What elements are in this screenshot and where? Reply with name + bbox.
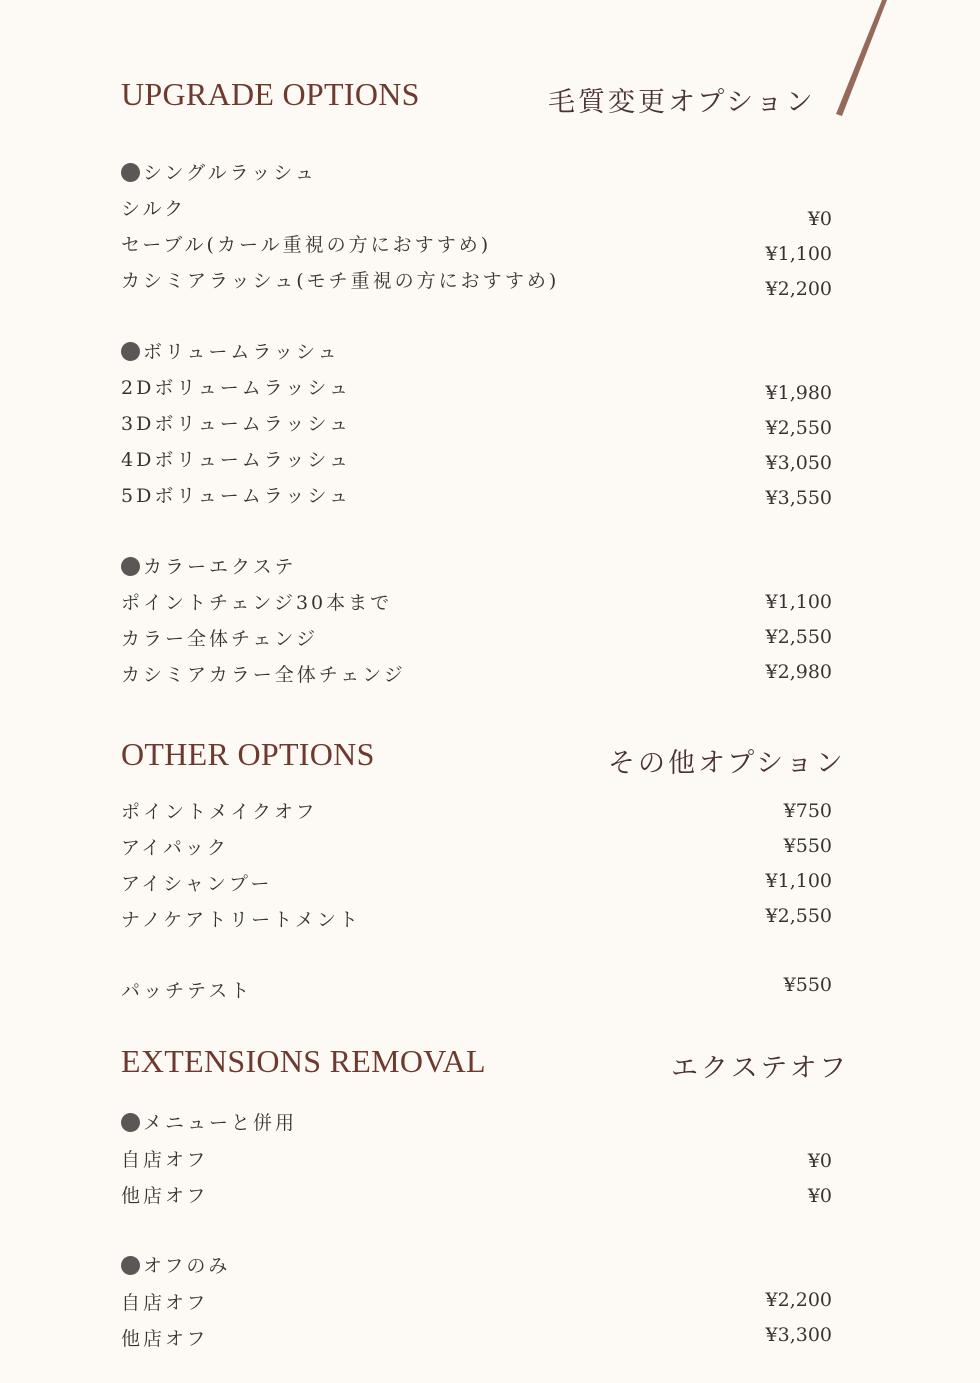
menu-item-price: ¥0 — [807, 208, 832, 230]
menu-item-name: 5Dボリュームラッシュ — [121, 485, 351, 507]
menu-item-name: 4Dボリュームラッシュ — [121, 449, 351, 471]
menu-item-name: セーブル(カール重視の方におすすめ) — [121, 234, 492, 256]
menu-item-price: ¥2,550 — [765, 417, 832, 439]
menu-item-price: ¥1,980 — [765, 382, 832, 404]
group-heading-off-only: オフのみ — [121, 1251, 230, 1278]
menu-item-price: ¥2,550 — [765, 905, 832, 927]
bullet-dot-icon — [121, 1256, 140, 1275]
menu-item-price: ¥3,050 — [765, 452, 832, 474]
upgrade-options-title-jp: 毛質変更オプション — [548, 87, 816, 118]
menu-item-name: 自店オフ — [121, 1149, 209, 1171]
menu-item-price: ¥2,200 — [765, 278, 832, 300]
menu-item-name: カシミアラッシュ(モチ重視の方におすすめ) — [121, 270, 560, 292]
menu-item-price: ¥2,550 — [765, 626, 832, 648]
group-heading-with-menu: メニューと併用 — [121, 1108, 297, 1135]
menu-item-name: アイシャンプー — [121, 873, 273, 895]
menu-item-name: シルク — [121, 198, 187, 220]
menu-item-price: ¥2,200 — [765, 1289, 832, 1311]
menu-item-price: ¥0 — [807, 1150, 832, 1172]
menu-item-name: 他店オフ — [121, 1185, 209, 1207]
group-heading-color-extension: カラーエクステ — [121, 552, 296, 579]
menu-item-price: ¥0 — [807, 1185, 832, 1207]
other-options-title-jp: その他オプション — [608, 748, 846, 779]
menu-item-name: カラー全体チェンジ — [121, 628, 318, 650]
menu-item-price: ¥550 — [783, 835, 832, 857]
menu-item-price: ¥750 — [783, 800, 832, 822]
upgrade-options-title-en: UPGRADE OPTIONS — [121, 76, 420, 112]
other-options-title-en: OTHER OPTIONS — [121, 736, 375, 772]
menu-item-name: カシミアカラー全体チェンジ — [121, 664, 406, 686]
menu-item-price: ¥550 — [783, 974, 832, 996]
menu-item-name: ポイントメイクオフ — [121, 801, 318, 823]
menu-item-price: ¥2,980 — [765, 661, 832, 683]
bullet-dot-icon — [121, 1113, 140, 1132]
menu-item-name: パッチテスト — [121, 980, 253, 1002]
menu-item-name: 他店オフ — [121, 1328, 209, 1350]
menu-item-name: 自店オフ — [121, 1292, 209, 1314]
extensions-removal-title-jp: エクステオフ — [671, 1053, 849, 1084]
menu-item-name: 2Dボリュームラッシュ — [121, 377, 351, 399]
group-heading-single-lash: シングルラッシュ — [121, 158, 317, 185]
bullet-dot-icon — [121, 342, 140, 361]
extensions-removal-title-en: EXTENSIONS REMOVAL — [121, 1043, 486, 1079]
bullet-dot-icon — [121, 163, 140, 182]
bullet-dot-icon — [121, 557, 140, 576]
group-heading-volume-lash: ボリュームラッシュ — [121, 337, 340, 364]
menu-item-price: ¥3,550 — [765, 487, 832, 509]
menu-item-price: ¥1,100 — [765, 591, 832, 613]
menu-item-name: 3Dボリュームラッシュ — [121, 413, 351, 435]
menu-item-price: ¥3,300 — [765, 1324, 832, 1346]
menu-item-price: ¥1,100 — [765, 870, 832, 892]
menu-item-name: アイパック — [121, 837, 229, 859]
menu-item-price: ¥1,100 — [765, 243, 832, 265]
menu-item-name: ナノケアトリートメント — [121, 909, 361, 931]
menu-item-name: ポイントチェンジ30本まで — [121, 592, 393, 614]
